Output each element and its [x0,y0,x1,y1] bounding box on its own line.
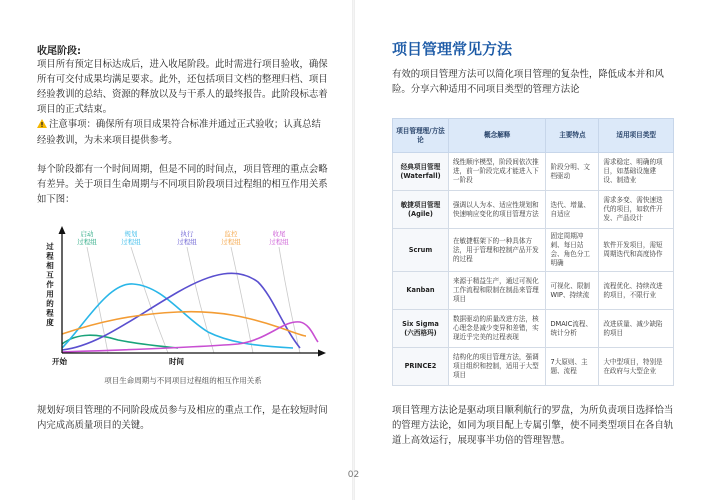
legend-label-planning: 规划过程组 [121,230,141,246]
features-cell: DMAIC流程、统计分析 [546,310,599,348]
guide-arc [131,247,168,353]
features-cell: 7大原则、主题、流程 [546,348,599,386]
x-axis-label: 时间 [169,357,184,366]
methods-table [392,118,674,386]
table-row [393,229,674,272]
method-name: 敏捷项目管理 (Agile) [393,191,449,229]
left-page [0,0,352,500]
features-cell: 阶段分明、文档驱动 [546,153,599,191]
header-project-type: 适用项目类型 [599,119,674,153]
note-text: 注意事项：确保所有项目成果符合标准并通过正式验收；认真总结经验教训，为未来项目提供参考。 [37,119,321,146]
guide-arcs [87,247,300,353]
project-type-cell: 需求多变、需快速迭代的项目，如软件开发、产品设计 [599,191,674,229]
table-row [393,153,674,191]
legend [77,229,289,246]
y-axis-arrow [59,226,66,234]
guide-arc [231,247,253,353]
method-name: 经典项目管理 (Waterfall) [393,153,449,191]
features-cell: 迭代、增量、自适应 [546,191,599,229]
legend-label-monitoring: 监控过程组 [221,230,241,246]
header-features: 主要特点 [546,119,599,153]
legend-label-closing: 收尾过程组 [269,230,289,246]
process-group-chart [38,222,338,397]
header-method: 项目管理理/方法论 [393,119,449,153]
table-row [393,348,674,386]
chart-caption: 项目生命周期与不同项目过程组的相互作用关系 [104,376,262,385]
concept-cell: 在敏捷框架下的一种具体方法，用于管理和控制产品开发的过程 [448,229,546,272]
closing-stage-title: 收尾阶段: [37,46,81,57]
concept-cell: 数据驱动的质量改进方法，核心理念是减少变异和差错，实现近乎完美的过程表现 [448,310,546,348]
y-axis-label: 过程相互作用的程度 [46,242,54,327]
table-header-row [393,119,674,153]
header-concept: 概念解释 [448,119,546,153]
project-type-cell: 流程优化、持续改进的项目，不限行业 [599,272,674,310]
method-name: Kanban [393,272,449,310]
methods-intro: 有效的项目管理方法可以简化项目管理的复杂性，降低成本并和风险。分享六种适用不同项目类型的管理方法论 [392,69,664,95]
method-name: PRINCE2 [393,348,449,386]
project-type-cell: 改进质量、减少缺陷的项目 [599,310,674,348]
x-start-label: 开始 [52,357,67,366]
table-row [393,272,674,310]
features-cell: 可视化、限制WIP、持续流 [546,272,599,310]
project-type-cell: 需求稳定、明确的项目，如基础设施建设、制造业 [599,153,674,191]
closing-stage-description: 项目所有预定目标达成后，进入收尾阶段。此时需进行项目验收，确保所有可交付成果均满足要求。此外，还包括项目文档的整理归档、项目经验教训的总结、资源的释放以及与干系人的最终报告。此阶段标志着项目的正式结束。 [37,59,328,115]
guide-arc [187,247,214,353]
concept-cell: 来源于精益生产，通过可视化工作流程和限制在制品来管理项目 [448,272,546,310]
legend-label-executing: 执行过程组 [177,230,197,246]
concept-cell: 结构化的项目管理方法，强调项目组织和控制，适用于大型项目 [448,348,546,386]
table-row [393,191,674,229]
concept-cell: 线性顺序模型，阶段间依次推进，前一阶段完成才能进入下一阶段 [448,153,546,191]
method-name: Six Sigma (六西格玛) [393,310,449,348]
guide-arc [279,247,300,353]
project-type-cell: 大中型项目，特别是在政府与大型企业 [599,348,674,386]
methods-conclusion: 项目管理方法论是驱动项目顺利航行的罗盘，为所负责项目选择恰当的管理方法论，如同为项目配上专属引擎，使不同类型项目在各自轨道上高效运行，展现事半功倍的管理智慧。 [392,405,674,446]
table-row [393,310,674,348]
stage-focus-paragraph: 每个阶段都有一个时间周期，但是不同的时间点，项目管理的重点会略有差异。关于项目生命周期与不同项目阶段项目过程组的相互作用关系如下图： [37,164,328,205]
features-cell: 固定周期冲刺、每日站会、角色分工明确 [546,229,599,272]
method-name: Scrum [393,229,449,272]
conclusion-paragraph: 规划好项目管理的不同阶段成员参与及相应的重点工作，是在较短时间内完成高质量项目的关键。 [37,405,328,431]
methods-title: 项目管理常见方法 [392,40,513,58]
page-number: 02 [347,470,360,480]
closing-stage-body [37,57,329,148]
x-axis-arrow [318,350,326,357]
warning-icon [37,118,47,133]
project-type-cell: 软件开发项目，需短周期迭代和高度协作 [599,229,674,272]
concept-cell: 强调以人为本、适应性规划和快速响应变化的项目管理方法 [448,191,546,229]
legend-label-initiating: 启动过程组 [77,230,97,246]
